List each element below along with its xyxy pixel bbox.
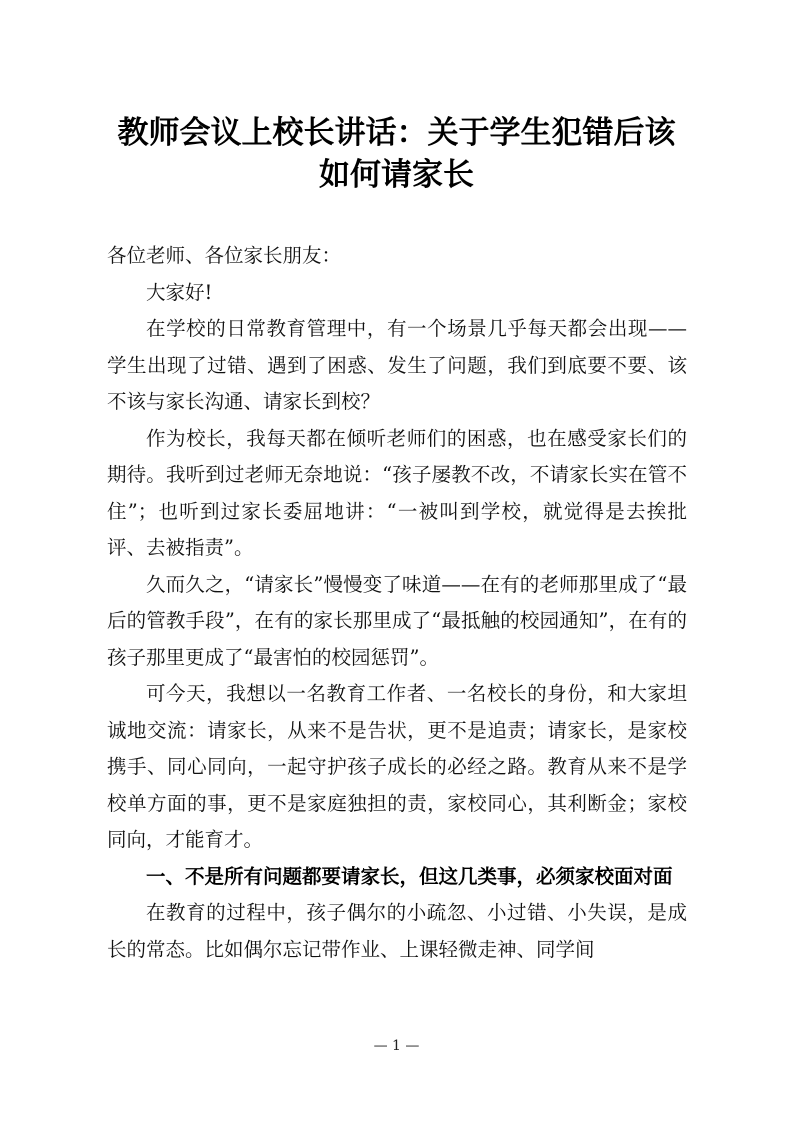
title-line-2: 如何请家长 bbox=[319, 157, 474, 193]
document-body bbox=[107, 238, 687, 968]
salutation: 各位老师、各位家长朋友： bbox=[107, 244, 342, 267]
page-number: — 1 — bbox=[373, 1038, 420, 1054]
section-paragraph: 在教育的过程中，孩子偶尔的小疏忽、小过错、小失误，是成长的常态。比如偶尔忘记带作业、上课轻微走神、同学间 bbox=[107, 901, 687, 961]
paragraph-1: 在学校的日常教育管理中，有一个场景几乎每天都会出现——学生出现了过错、遇到了困惑、发生了问题，我们到底要不要、该不该与家长沟通、请家长到校？ bbox=[107, 317, 687, 413]
title-line-1: 教师会议上校长讲话：关于学生犯错后该 bbox=[117, 115, 676, 151]
paragraph-4: 可今天，我想以一名教育工作者、一名校长的身份，和大家坦诚地交流：请家长，从来不是告状，更不是追责；请家长，是家校携手、同心同向，一起守护孩子成长的必经之路。教育从来不是学校单方面的事，更不是家庭独担的责，家校同心，其利断金；家校同向，才能育才。 bbox=[107, 682, 687, 851]
paragraph-2: 作为校长，我每天都在倾听老师们的困惑，也在感受家长们的期待。我听到过老师无奈地说：“孩子屡教不改，不请家长实在管不住”；也听到过家长委屈地讲：“一被叫到学校，就觉得是去挨批评、去被指责”。 bbox=[107, 426, 687, 559]
section-heading: 一、不是所有问题都要请家长，但这几类事，必须家校面对面 bbox=[146, 864, 673, 888]
document-title bbox=[100, 112, 693, 196]
greeting: 大家好! bbox=[146, 280, 213, 304]
paragraph-3: 久而久之，“请家长”慢慢变了味道——在有的老师那里成了“最后的管教手段”，在有的家长那里成了“最抵触的校园通知”，在有的孩子那里更成了“最害怕的校园惩罚”。 bbox=[107, 572, 687, 669]
